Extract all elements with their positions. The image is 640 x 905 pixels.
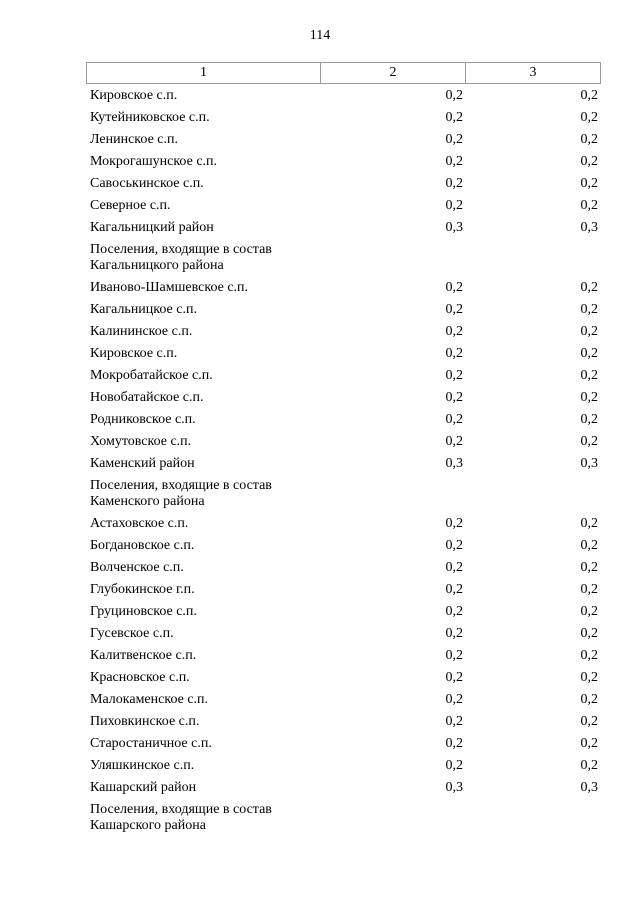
row-value-2: 0,2	[445, 110, 463, 125]
table-row	[86, 799, 606, 837]
table-row	[86, 343, 606, 365]
row-value-2: 0,2	[445, 88, 463, 103]
row-name: Кутейниковское с.п.	[90, 110, 210, 125]
row-name: Кировское с.п.	[90, 88, 178, 103]
row-name: Хомутовское с.п.	[90, 434, 192, 449]
row-value-2: 0,2	[445, 582, 463, 597]
row-value-3: 0,2	[580, 670, 598, 685]
row-value-3: 0,2	[580, 154, 598, 169]
row-name: Пиховкинское с.п.	[90, 714, 200, 729]
row-value-2: 0,2	[445, 648, 463, 663]
row-value-3: 0,2	[580, 736, 598, 751]
row-value-3: 0,2	[580, 390, 598, 405]
row-value-2: 0,2	[445, 154, 463, 169]
data-table	[86, 85, 606, 837]
table-row	[86, 129, 606, 151]
row-name: Астаховское с.п.	[90, 516, 189, 531]
table-row	[86, 755, 606, 777]
column-header-2: 2	[321, 63, 466, 84]
table-row	[86, 217, 606, 239]
row-name: Родниковское с.п.	[90, 412, 196, 427]
table-row	[86, 195, 606, 217]
table-row	[86, 107, 606, 129]
row-value-3: 0,2	[580, 516, 598, 531]
table-row	[86, 535, 606, 557]
table-row	[86, 321, 606, 343]
row-value-3: 0,2	[580, 582, 598, 597]
row-value-2: 0,2	[445, 560, 463, 575]
row-name: Калитвенское с.п.	[90, 648, 197, 663]
row-value-3: 0,2	[580, 324, 598, 339]
row-value-3	[471, 239, 606, 277]
row-value-2: 0,2	[445, 390, 463, 405]
row-value-3: 0,2	[580, 714, 598, 729]
table-row	[86, 239, 606, 277]
table-row	[86, 431, 606, 453]
row-value-2: 0,2	[445, 324, 463, 339]
row-value-2	[323, 239, 471, 277]
row-value-2: 0,2	[445, 604, 463, 619]
row-value-2: 0,2	[445, 692, 463, 707]
row-value-3: 0,2	[580, 302, 598, 317]
row-value-2: 0,2	[445, 736, 463, 751]
row-value-3: 0,2	[580, 346, 598, 361]
row-value-2: 0,2	[445, 626, 463, 641]
page-number: 114	[309, 28, 331, 43]
row-value-3: 0,3	[580, 220, 598, 235]
row-value-3: 0,2	[580, 280, 598, 295]
row-value-3	[471, 475, 606, 513]
row-name: Иваново-Шамшевское с.п.	[90, 280, 249, 295]
row-name: Поселения, входящие в состав Кашарского района	[90, 802, 272, 833]
row-value-2: 0,2	[445, 368, 463, 383]
row-value-2	[323, 475, 471, 513]
row-value-3: 0,2	[580, 758, 598, 773]
row-value-3: 0,2	[580, 132, 598, 147]
row-value-3: 0,2	[580, 560, 598, 575]
table-row	[86, 387, 606, 409]
row-value-2: 0,2	[445, 346, 463, 361]
row-value-2: 0,2	[445, 758, 463, 773]
row-name: Кашарский район	[90, 780, 197, 795]
row-value-3: 0,2	[580, 538, 598, 553]
row-name: Старостаничное с.п.	[90, 736, 212, 751]
table-row	[86, 85, 606, 107]
row-value-2: 0,2	[445, 132, 463, 147]
row-name: Малокаменское с.п.	[90, 692, 209, 707]
row-name: Новобатайское с.п.	[90, 390, 204, 405]
row-value-2: 0,2	[445, 176, 463, 191]
table-row	[86, 365, 606, 387]
row-value-2	[323, 799, 471, 837]
row-value-2: 0,2	[445, 280, 463, 295]
row-value-3	[471, 799, 606, 837]
table-row	[86, 453, 606, 475]
row-name: Кагальницкий район	[90, 220, 214, 235]
row-name: Ленинское с.п.	[90, 132, 178, 147]
table-row	[86, 151, 606, 173]
row-value-3: 0,2	[580, 88, 598, 103]
row-value-3: 0,2	[580, 412, 598, 427]
row-value-2: 0,2	[445, 412, 463, 427]
table-row	[86, 733, 606, 755]
row-name: Гусевское с.п.	[90, 626, 174, 641]
row-value-2: 0,2	[445, 302, 463, 317]
row-name: Груциновское с.п.	[90, 604, 197, 619]
row-name: Калининское с.п.	[90, 324, 193, 339]
row-name: Мокрогашунское с.п.	[90, 154, 218, 169]
table-header	[86, 62, 601, 84]
row-value-2: 0,3	[445, 780, 463, 795]
table-row	[86, 409, 606, 431]
row-value-3: 0,3	[580, 456, 598, 471]
row-name: Каменский район	[90, 456, 195, 471]
table-row	[86, 711, 606, 733]
table-row	[86, 173, 606, 195]
row-value-3: 0,2	[580, 368, 598, 383]
table-row	[86, 299, 606, 321]
table-row	[86, 667, 606, 689]
row-value-3: 0,2	[580, 692, 598, 707]
table-row	[86, 557, 606, 579]
row-value-3: 0,2	[580, 434, 598, 449]
row-name: Глубокинское г.п.	[90, 582, 195, 597]
row-value-3: 0,3	[580, 780, 598, 795]
column-header-1: 1	[87, 63, 321, 84]
table-row	[86, 277, 606, 299]
table-row	[86, 623, 606, 645]
row-name: Поселения, входящие в состав Кагальницкого района	[90, 242, 272, 273]
row-value-3: 0,2	[580, 176, 598, 191]
table-row	[86, 579, 606, 601]
table-row	[86, 513, 606, 535]
row-value-3: 0,2	[580, 604, 598, 619]
row-value-3: 0,2	[580, 198, 598, 213]
row-value-2: 0,3	[445, 456, 463, 471]
row-value-2: 0,2	[445, 538, 463, 553]
row-name: Красновское с.п.	[90, 670, 190, 685]
row-value-2: 0,2	[445, 198, 463, 213]
row-name: Богдановское с.п.	[90, 538, 195, 553]
row-value-2: 0,2	[445, 434, 463, 449]
table-body	[86, 85, 606, 837]
row-name: Мокробатайское с.п.	[90, 368, 213, 383]
column-header-3: 3	[466, 63, 601, 84]
table-row	[86, 475, 606, 513]
row-value-3: 0,2	[580, 626, 598, 641]
row-value-3: 0,2	[580, 648, 598, 663]
row-name: Северное с.п.	[90, 198, 171, 213]
row-name: Уляшкинское с.п.	[90, 758, 195, 773]
row-value-3: 0,2	[580, 110, 598, 125]
row-value-2: 0,2	[445, 670, 463, 685]
table-row	[86, 777, 606, 799]
row-name: Кагальницкое с.п.	[90, 302, 197, 317]
row-name: Волченское с.п.	[90, 560, 184, 575]
header-row	[87, 63, 601, 84]
row-name: Кировское с.п.	[90, 346, 178, 361]
table-row	[86, 645, 606, 667]
table-row	[86, 689, 606, 711]
row-value-2: 0,3	[445, 220, 463, 235]
table-row	[86, 601, 606, 623]
row-name: Поселения, входящие в состав Каменского района	[90, 478, 272, 509]
row-value-2: 0,2	[445, 516, 463, 531]
row-value-2: 0,2	[445, 714, 463, 729]
row-name: Савоськинское с.п.	[90, 176, 204, 191]
